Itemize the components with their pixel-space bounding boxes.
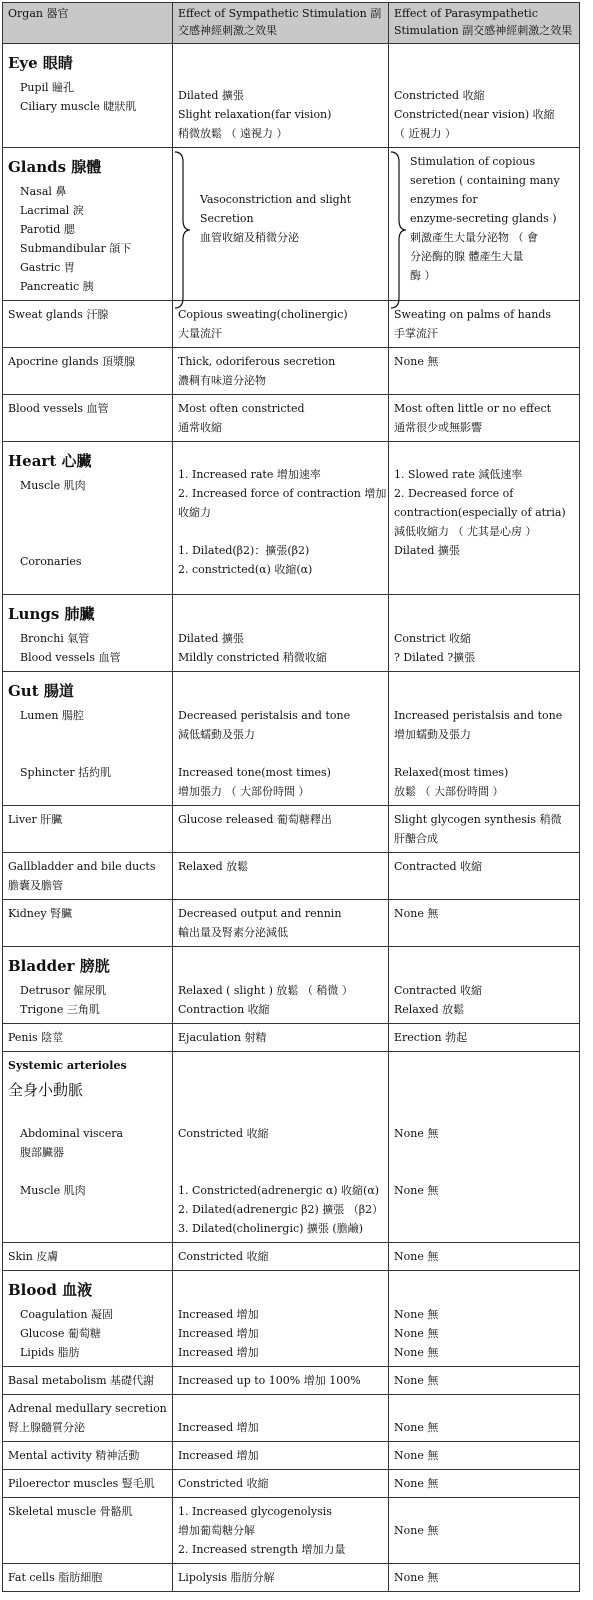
- para-heart-cor: Dilated 擴張: [394, 544, 460, 557]
- para-glands-3: enzymes for: [410, 193, 478, 206]
- gland-item: Parotid 腮: [20, 223, 75, 236]
- para-heart-muscle-1: 1. Slowed rate 減低速率: [394, 468, 523, 481]
- para-bladder-1: Contracted 收縮: [394, 984, 482, 997]
- para-vessels-1: Most often little or no effect: [394, 402, 552, 415]
- document-page: [2, 2, 580, 1592]
- organ-adrenal-1: Adrenal medullary secretion: [8, 1402, 167, 1415]
- organ-gallbladder-1: Gallbladder and bile ducts: [8, 860, 156, 873]
- sym-lungs-1: Dilated 擴張: [178, 632, 244, 645]
- sym-gut-lumen-2: 減低蠕動及張力: [178, 728, 255, 741]
- table-row-blood-vessels: [3, 395, 580, 442]
- table-row-fat-cells: [3, 1564, 580, 1592]
- sym-arteriole-muscle-1: 1. Constricted(adrenergic α) 收縮(α): [178, 1184, 380, 1197]
- brace-icon: [387, 150, 407, 310]
- organ-kidney: Kidney 腎臟: [3, 900, 173, 947]
- table-row-bladder: [3, 947, 580, 1024]
- para-liver-1: Slight glycogen synthesis 稍微: [394, 813, 562, 826]
- para-heart-muscle-2: 2. Decreased force of: [394, 487, 514, 500]
- sym-fat: Lipolysis 脂肪分解: [173, 1564, 389, 1592]
- para-glands-7: 酶 ）: [410, 269, 436, 282]
- para-skeletal: None 無: [394, 1524, 439, 1537]
- table-row-sweat-glands: [3, 301, 580, 348]
- para-glands-1: Stimulation of copious: [410, 155, 536, 168]
- table-row-liver: [3, 806, 580, 853]
- para-gallbladder: Contracted 收縮: [389, 853, 580, 900]
- para-gut-lumen-2: 增加蠕動及張力: [394, 728, 471, 741]
- para-glands-5: 刺激產生大量分泌物 （ 會: [410, 231, 538, 244]
- organ-penis: Penis 陰莖: [3, 1024, 173, 1052]
- table-row-systemic-arterioles: [3, 1052, 580, 1243]
- para-blood-1: None 無: [394, 1308, 439, 1321]
- sym-heart-cor-2: 2. constricted(α) 收縮(α): [178, 563, 313, 576]
- sym-vessels-1: Most often constricted: [178, 402, 305, 415]
- table-row-gallbladder: [3, 853, 580, 900]
- sym-heart-muscle-3: 收縮力: [178, 506, 211, 519]
- table-row-skin: [3, 1243, 580, 1271]
- organ-detrusor: Detrusor 僱尿肌: [20, 984, 107, 997]
- sym-eye-2: Slight relaxation(far vision): [178, 108, 332, 121]
- sym-gut-sph-1: Increased tone(most times): [178, 766, 331, 779]
- para-glands-4: enzyme-secreting glands ): [410, 212, 557, 225]
- sym-skin: Constricted 收縮: [173, 1243, 389, 1271]
- para-gut-lumen-1: Increased peristalsis and tone: [394, 709, 563, 722]
- para-glands-2: seretion ( containing many: [410, 174, 560, 187]
- para-glands-6: 分泌酶的腺 體產生大量: [410, 250, 524, 263]
- sym-glands-3: 血管收縮及稍微分泌: [200, 231, 299, 244]
- section-title-glands: Glands 腺體: [8, 158, 102, 176]
- organ-gallbladder-2: 膽囊及膽管: [8, 879, 63, 892]
- para-fat: None 無: [389, 1564, 580, 1592]
- table-row-penis: [3, 1024, 580, 1052]
- section-title-blood: Blood 血液: [8, 1281, 93, 1299]
- para-lungs-1: Constrict 收縮: [394, 632, 472, 645]
- organ-sphincter: Sphincter 括約肌: [20, 766, 112, 779]
- blood-item: Coagulation 凝固: [20, 1308, 113, 1321]
- organ-coronaries: Coronaries: [20, 555, 82, 568]
- para-kidney: None 無: [389, 900, 580, 947]
- para-eye-2: Constricted(near vision) 收縮: [394, 108, 555, 121]
- para-eye-1: Constricted 收縮: [394, 89, 485, 102]
- para-skin: None 無: [389, 1243, 580, 1271]
- section-title-eye: Eye 眼睛: [8, 54, 73, 72]
- section-title-gut: Gut 腸道: [8, 682, 74, 700]
- autonomic-effects-table: [2, 2, 580, 1592]
- sym-glands-1: Vasoconstriction and slight: [200, 193, 352, 206]
- para-heart-muscle-4: 減低收縮力 （ 尤其是心房 ）: [394, 525, 537, 538]
- sym-skeletal-1: 1. Increased glycogenolysis: [178, 1505, 332, 1518]
- brace-icon: [171, 150, 191, 310]
- sym-skeletal-2: 增加葡萄糖分解: [178, 1524, 255, 1537]
- para-vessels-2: 通常很少或無影響: [394, 421, 482, 434]
- sym-piloerector: Constricted 收縮: [173, 1470, 389, 1498]
- sym-gut-lumen-1: Decreased peristalsis and tone: [178, 709, 351, 722]
- organ-fat-cells: Fat cells 脂肪細胞: [3, 1564, 173, 1592]
- para-heart-muscle-3: contraction(especially of atria): [394, 506, 566, 519]
- organ-bronchi: Bronchi 氣管: [20, 632, 90, 645]
- sym-blood-3: Increased 增加: [178, 1346, 259, 1359]
- para-liver-2: 肝醣合成: [394, 832, 438, 845]
- para-adrenal: None 無: [394, 1421, 439, 1434]
- sym-gut-sph-2: 增加張力 （ 大部份時間 ）: [178, 785, 310, 798]
- organ-sweat-glands: Sweat glands 汗腺: [3, 301, 173, 348]
- para-apocrine: None 無: [389, 348, 580, 395]
- organ-blood-vessels: Blood vessels 血管: [3, 395, 173, 442]
- table-row-adrenal: [3, 1395, 580, 1442]
- table-row-basal-metabolism: [3, 1367, 580, 1395]
- para-sweat-1: Sweating on palms of hands: [394, 308, 552, 321]
- table-row-lungs: [3, 595, 580, 672]
- para-abdominal: None 無: [394, 1127, 439, 1140]
- organ-lung-blood-vessels: Blood vessels 血管: [20, 651, 121, 664]
- gland-item: Submandibular 頜下: [20, 242, 132, 255]
- section-title-bladder: Bladder 膀胱: [8, 957, 110, 975]
- para-lungs-2: ? Dilated ?擴張: [394, 651, 476, 664]
- para-blood-3: None 無: [394, 1346, 439, 1359]
- sym-bladder-2: Contraction 收縮: [178, 1003, 270, 1016]
- para-blood-2: None 無: [394, 1327, 439, 1340]
- table-row-glands: [3, 148, 580, 301]
- organ-liver: Liver 肝臟: [3, 806, 173, 853]
- table-row-piloerector: [3, 1470, 580, 1498]
- table-row-blood: [3, 1271, 580, 1367]
- sym-sweat-1: Copious sweating(cholinergic): [178, 308, 348, 321]
- sym-skeletal-3: 2. Increased strength 增加力量: [178, 1543, 346, 1556]
- header-organ: Organ 器官: [3, 3, 173, 44]
- organ-arteriole-muscle: Muscle 肌肉: [20, 1184, 86, 1197]
- header-sympathetic: Effect of Sympathetic Stimulation 副交感神經刺激之效果: [173, 3, 389, 44]
- sym-heart-muscle-1: 1. Increased rate 增加速率: [178, 468, 321, 481]
- gland-item: Lacrimal 淚: [20, 204, 84, 217]
- table-header-row: [3, 3, 580, 44]
- organ-pupil: Pupil 瞳孔: [20, 81, 75, 94]
- table-row-skeletal-muscle: [3, 1498, 580, 1564]
- organ-heart-muscle: Muscle 肌肉: [20, 479, 86, 492]
- sym-glands-2: Secretion: [200, 212, 254, 225]
- sym-arteriole-muscle-3: 3. Dilated(cholinergic) 擴張 (膽鹼): [178, 1222, 364, 1235]
- table-row-kidney: [3, 900, 580, 947]
- sym-mental: Increased 增加: [173, 1442, 389, 1470]
- organ-mental-activity: Mental activity 精神活動: [3, 1442, 173, 1470]
- organ-skeletal-muscle: Skeletal muscle 骨骼肌: [3, 1498, 173, 1564]
- gland-item: Nasal 鼻: [20, 185, 67, 198]
- sym-gallbladder: Relaxed 放鬆: [173, 853, 389, 900]
- table-row-apocrine: [3, 348, 580, 395]
- para-bladder-2: Relaxed 放鬆: [394, 1003, 465, 1016]
- table-row-gut: [3, 672, 580, 806]
- sym-eye-1: Dilated 擴張: [178, 89, 244, 102]
- sym-apocrine-2: 濃稠有味道分泌物: [178, 374, 266, 387]
- section-title-systemic-zh: 全身小動脈: [8, 1081, 84, 1099]
- sym-kidney-2: 輸出量及腎素分泌減低: [178, 926, 288, 939]
- para-sweat-2: 手掌流汗: [394, 327, 438, 340]
- sym-vessels-2: 通常收縮: [178, 421, 222, 434]
- organ-trigone: Trigone 三角肌: [20, 1003, 100, 1016]
- organ-apocrine-glands: Apocrine glands 頂漿腺: [3, 348, 173, 395]
- para-arteriole-muscle: None 無: [394, 1184, 439, 1197]
- para-gut-sph-1: Relaxed(most times): [394, 766, 509, 779]
- organ-abdominal-1: Abdominal viscera: [20, 1127, 124, 1140]
- sym-heart-cor-1: 1. Dilated(β2)：擴張(β2): [178, 544, 310, 557]
- sym-abdominal: Constricted 收縮: [178, 1127, 269, 1140]
- sym-lungs-2: Mildly constricted 稍微收縮: [178, 651, 327, 664]
- sym-adrenal: Increased 增加: [178, 1421, 259, 1434]
- para-piloerector: None 無: [389, 1470, 580, 1498]
- sym-liver: Glucose released 葡萄糖釋出: [173, 806, 389, 853]
- sym-blood-2: Increased 增加: [178, 1327, 259, 1340]
- gland-item: Pancreatic 胰: [20, 280, 94, 293]
- sym-basal: Increased up to 100% 增加 100%: [173, 1367, 389, 1395]
- table-row-heart: [3, 442, 580, 595]
- gland-item: Gastric 胃: [20, 261, 75, 274]
- sym-sweat-2: 大量流汗: [178, 327, 222, 340]
- organ-skin: Skin 皮膚: [3, 1243, 173, 1271]
- organ-lumen: Lumen 腸腔: [20, 709, 84, 722]
- organ-abdominal-2: 腹部臟器: [20, 1146, 64, 1159]
- blood-item: Glucose 葡萄糖: [20, 1327, 101, 1340]
- organ-piloerector: Piloerector muscles 豎毛肌: [3, 1470, 173, 1498]
- para-mental: None 無: [389, 1442, 580, 1470]
- sym-heart-muscle-2: 2. Increased force of contraction 增加: [178, 487, 387, 500]
- sym-penis: Ejaculation 射精: [173, 1024, 389, 1052]
- organ-adrenal-2: 腎上腺髓質分泌: [8, 1421, 85, 1434]
- blood-item: Lipids 脂肪: [20, 1346, 80, 1359]
- table-row-eye: [3, 44, 580, 148]
- para-eye-3: （ 近視力 ）: [394, 127, 456, 140]
- organ-basal-metabolism: Basal metabolism 基礎代謝: [3, 1367, 173, 1395]
- table-row-mental-activity: [3, 1442, 580, 1470]
- sym-bladder-1: Relaxed ( slight ) 放鬆 （ 稍微 ）: [178, 984, 353, 997]
- para-gut-sph-2: 放鬆 （ 大部份時間 ）: [394, 785, 504, 798]
- section-title-lungs: Lungs 肺臟: [8, 605, 95, 623]
- section-title-heart: Heart 心臟: [8, 452, 92, 470]
- organ-ciliary-muscle: Ciliary muscle 睫狀肌: [20, 100, 137, 113]
- para-basal: None 無: [389, 1367, 580, 1395]
- para-penis: Erection 勃起: [389, 1024, 580, 1052]
- sym-eye-3: 稍微放鬆 （ 遠視力 ）: [178, 127, 288, 140]
- header-parasympathetic: Effect of Parasympathetic Stimulation 副交感神經刺激之效果: [389, 3, 580, 44]
- sym-kidney-1: Decreased output and rennin: [178, 907, 342, 920]
- sym-blood-1: Increased 增加: [178, 1308, 259, 1321]
- sym-arteriole-muscle-2: 2. Dilated(adrenergic β2) 擴張 （β2）: [178, 1203, 384, 1216]
- sym-apocrine-1: Thick, odoriferous secretion: [178, 355, 336, 368]
- section-title-systemic: Systemic arterioles: [8, 1059, 127, 1072]
